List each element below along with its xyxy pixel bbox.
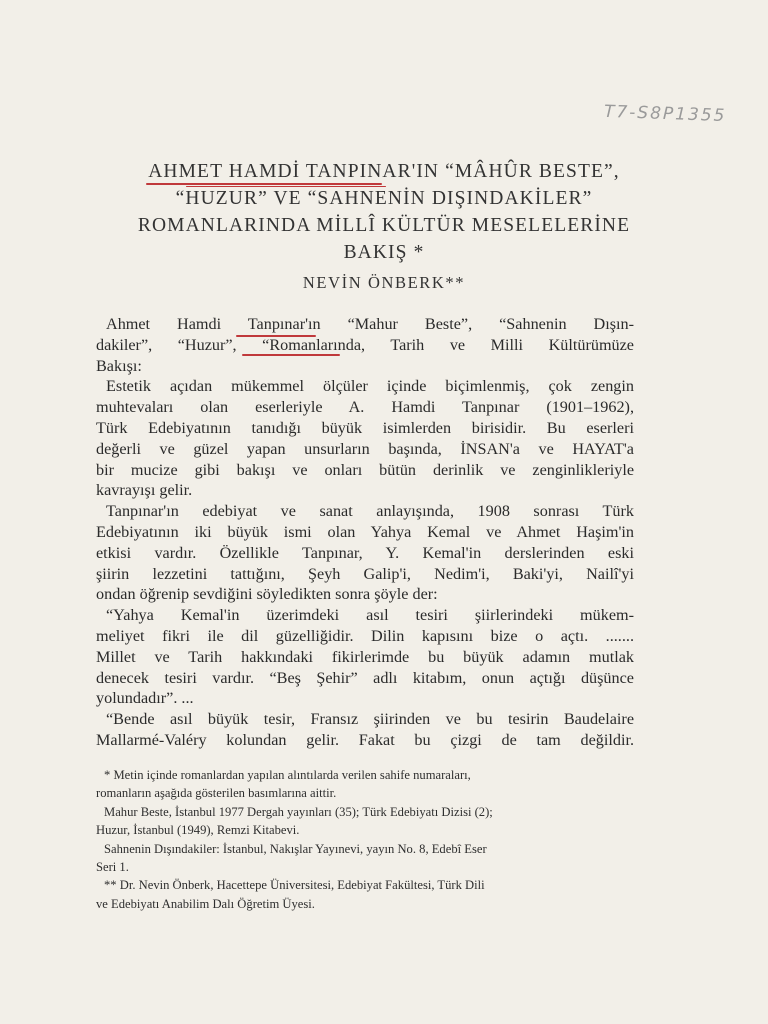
text-line: Tanpınar'ın edebiyat ve sanat anlayışında, 1908 sonrası Türk: [106, 502, 634, 521]
text-line: etkisi vardır. Özellikle Tanpınar, Y. Kemal'in derslerinden eski: [96, 543, 634, 562]
text-line: ondan öğrenip sevdiğini söyledikten sonra şöyle der:: [96, 585, 438, 604]
text-line: Türk Edebiyatının tanıdığı büyük isimlerden birisidir. Bu eserleri: [96, 418, 634, 437]
red-underline-title: [146, 183, 382, 185]
footnote-line: Sahnenin Dışındakiler: İstanbul, Nakışlar Yayınevi, yayın No. 8, Edebî Eser: [104, 841, 487, 856]
text-line: yolundadır”. ...: [96, 689, 194, 708]
footnote-line: Huzur, İstanbul (1949), Remzi Kitabevi.: [96, 823, 300, 838]
title-line-4: BAKIŞ *: [343, 242, 425, 263]
text-line: Edebiyatının iki büyük ismi olan Yahya Kemal ve Ahmet Haşim'in: [96, 522, 634, 541]
red-underline-title-2: [186, 186, 386, 187]
footnote-line: Mahur Beste, İstanbul 1977 Dergah yayınları (35); Türk Edebiyatı Dizisi (2);: [104, 804, 493, 819]
footnote-line: Seri 1.: [96, 860, 129, 875]
text-line: “Yahya Kemal'in üzerimdeki asıl tesiri şiirlerindeki mükem-: [106, 606, 634, 625]
text-line: Ahmet Hamdi Tanpınar'ın “Mahur Beste”, “Sahnenin Dışın-: [106, 315, 634, 333]
text-line: Estetik açıdan mükemmel ölçüler içinde biçimlenmiş, çok zengin: [106, 377, 634, 396]
footnote-line: ** Dr. Nevin Önberk, Hacettepe Üniversitesi, Edebiyat Fakültesi, Türk Dili: [104, 878, 485, 893]
footnotes: [96, 766, 638, 913]
article-title: [60, 158, 708, 266]
text-line: değerli ve güzel yapan unsurların başında, İNSAN'a ve HAYAT'a: [96, 439, 634, 458]
footnote-line: romanların aşağıda gösterilen basımlarına aittir.: [96, 786, 337, 801]
text-line: muhtevaları olan eserleriyle A. Hamdi Tanpınar (1901–1962),: [96, 398, 634, 417]
article-body: [96, 314, 634, 751]
paragraph-quote-1: [96, 605, 634, 709]
footnote-line: * Metin içinde romanlardan yapılan alıntılarda verilen sahife numaraları,: [104, 768, 471, 782]
text-line: “Bende asıl büyük tesir, Fransız şiirinden ve bu tesirin Baudelaire: [106, 710, 634, 729]
author-name: NEVİN ÖNBERK**: [302, 273, 466, 292]
paragraph-quote-2: [96, 709, 634, 751]
text-line: Millet ve Tarih hakkındaki fikirlerimde bu büyük adamın mutlak: [96, 647, 634, 666]
text-line: şiirin lezzetini tattığını, Şeyh Galip'i, Nedim'i, Baki'yi, Nailî'yi: [96, 564, 634, 583]
paragraph-2: [96, 376, 634, 501]
paragraph-3: [96, 501, 634, 605]
text-line: meliyet fikri ile dil güzelliğidir. Dilin kapısını bize o açtı. .......: [96, 626, 634, 645]
title-line-1: AHMET HAMDİ TANPINAR'IN “MÂHÛR BESTE”,: [148, 161, 620, 182]
text-line: Bakışı:: [96, 356, 142, 375]
text-line: kavrayışı gelir.: [96, 481, 193, 500]
text-line: bir mucize gibi bakışı ve onları bütün derinlik ve zenginlikleriyle: [96, 460, 634, 479]
text-line: Mallarmé-Valéry kolundan gelir. Fakat bu çizgi de tam değildir.: [96, 730, 634, 749]
handwritten-catalog-mark: T7-S8P1355: [603, 101, 727, 127]
footnote-line: ve Edebiyatı Anabilim Dalı Öğretim Üyesi.: [96, 896, 315, 911]
text-line: denecek tesiri vardır. “Beş Şehir” adlı kitabım, onun açtığı düşünce: [96, 668, 634, 687]
text-line: dakiler”, “Huzur”, “Romanlarında, Tarih ve Milli Kültürümüze: [96, 335, 634, 354]
paragraph-1: [96, 314, 634, 376]
title-line-3: ROMANLARINDA MİLLÎ KÜLTÜR MESELELERİNE: [137, 215, 631, 236]
title-line-2: “HUZUR” VE “SAHNENİN DIŞINDAKİLER”: [175, 188, 593, 209]
